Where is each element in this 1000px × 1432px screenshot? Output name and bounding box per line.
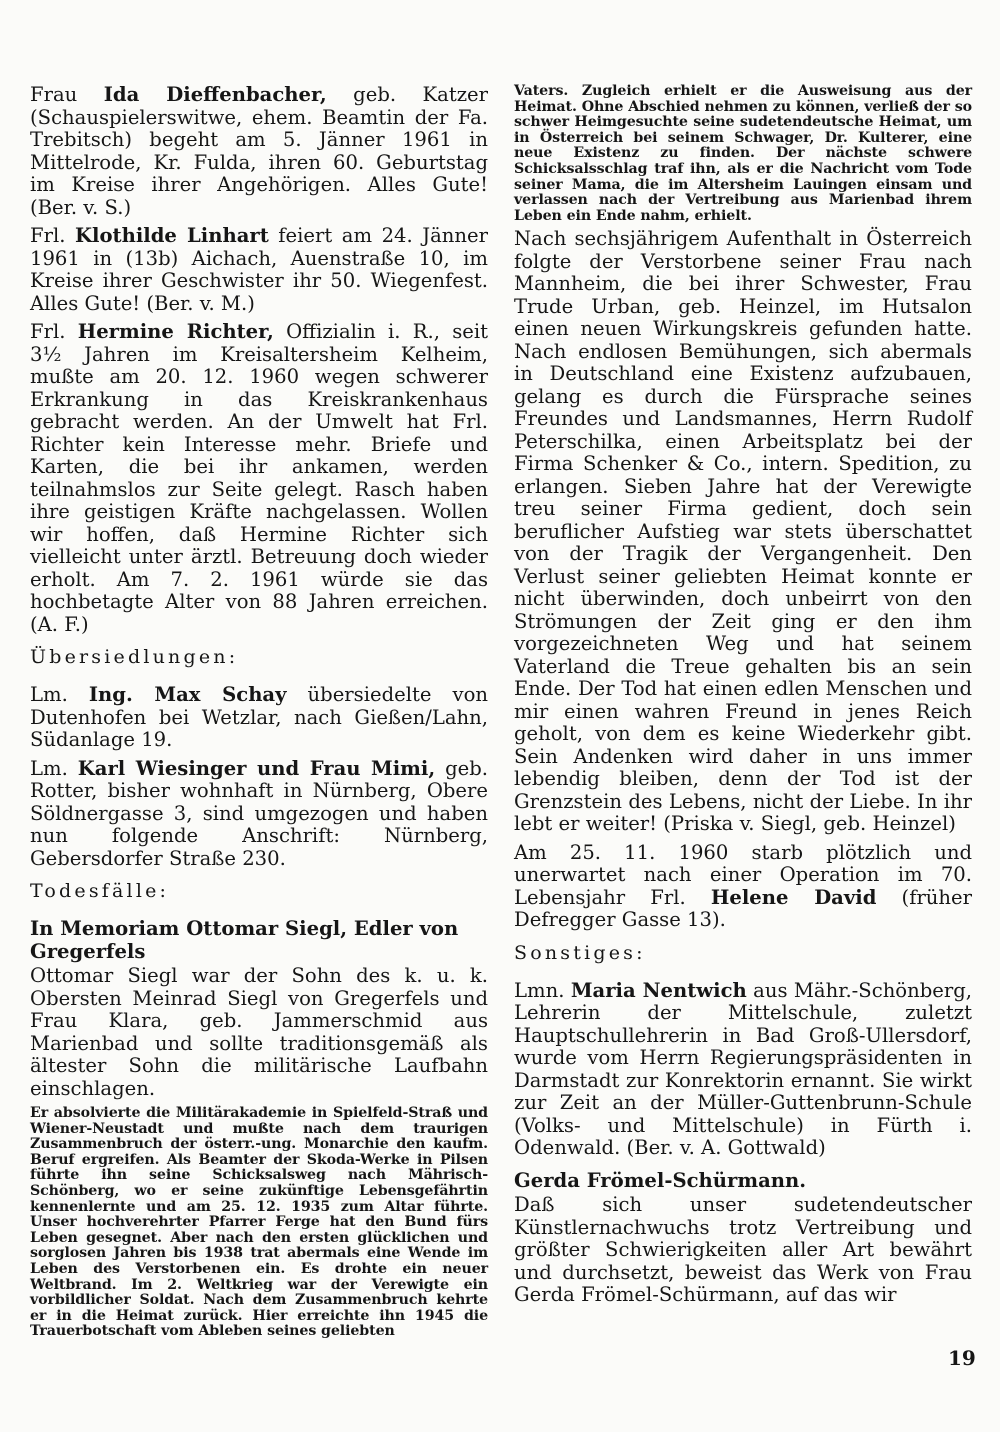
person-name: Ing. Max Schay <box>88 683 287 706</box>
birthday-notice-linhart: Frl. Klothilde Linhart feiert am 24. Jänner 1961 in (13b) Aichach, Auenstraße 10, im Kreise ihrer Geschwister ihr 50. Wiegenfest. Alles Gute! (Ber. v. M.) <box>30 224 488 315</box>
person-name: Karl Wiesinger und Frau Mimi, <box>77 756 436 780</box>
notice-richter: Frl. Hermine Richter, Offizialin i. R., seit 3½ Jahren im Kreisaltersheim Kelheim, mußte am 20. 12. 1960 wegen schwerer Erkrankung in das Kreiskrankenhaus gebracht werden. An der Umwelt hat Frl. Richter kein Interesse mehr. Briefe und Karten, die bei ihr ankamen, werden teilnahmslos zur Seite gelegt. Rasch haben ihre geistigen Kräfte nachgelassen. Wollen wir hoffen, daß Hermine Richter sich vielleicht unter ärztl. Betreuung doch wieder erholt. Am 7. 2. 1961 würde sie das hochbetagte Alter von 88 Jahren erreichen. (A. F.) <box>30 320 488 636</box>
section-heading-misc: Sonstiges: <box>514 941 646 964</box>
person-name: Ida Dieffenbacher, <box>103 83 327 106</box>
memoriam-body-continued: Vaters. Zugleich erhielt er die Ausweisung aus der Heimat. Ohne Abschied nehmen zu können, verließ der so schwer Heimgesuchte seine sudetendeutsche Heimat, um in Österreich bei seinem Schwager, Dr. Kulterer, eine neue Existenz zu finden. Der nächste schwere Schicksalsschlag traf ihn, als er die Nachricht vom Tode seiner Mama, die im Altersheim Lauingen einsam und verlassen nach der Vertreibung aus Marienbad ihrem Leben ein Ende nahm, erhielt. <box>514 83 972 224</box>
gerda-body: Daß sich unser sudetendeutscher Künstlernachwuchs trotz Vertreibung und größter Schwierigkeiten aller Art bewährt und durchsetzt, beweist das Werk von Frau Gerda Frömel-Schürmann, auf das wir <box>514 1193 972 1307</box>
move-notice-schay: Lm. Ing. Max Schay übersiedelte von Dutenhofen bei Wetzlar, nach Gießen/Lahn, Südanlage 19. <box>30 683 488 751</box>
notice-nentwich: Lmn. Maria Nentwich aus Mähr.-Schönberg, Lehrerin der Mittelschule, zuletzt Hauptschullehrerin in Bad Groß-Ullersdorf, wurde vom Herrn Regierungspräsidenten in Darmstadt zur Konrektorin ernannt. Sie wirkt zur Zeit an der Müller-Guttenbrunn-Schule (Volks- und Mittelschule) in Fürth i. Odenwald. (Ber. v. A. Gottwald) <box>514 978 972 1160</box>
memoriam-body: Er absolvierte die Militärakademie in Spielfeld-Straß und Wiener-Neustadt und mußte nach dem traurigen Zusammenbruch der österr.-ung. Monarchie den kaufm. Beruf ergreifen. Als Beamter der Skoda-Werke in Pilsen führte ihn seine Schicksalsweg nach Mährisch-Schönberg, wo er seine zukünftige Lebensgefährtin kennenlernte und am 25. 12. 1935 zum Altar führte. Unser hochverehrter Pfarrer Ferge hat den Bund fürs Leben gesegnet. Aber nach den ersten glücklichen und sorglosen Jahren bis 1938 trat abermals eine Wende im Leben des Verstorbenen ein. Es drohte ein neuer Weltbrand. Im 2. Weltkrieg war der Verewigte ein vorbildlicher Soldat. Nach dem Zusammenbruch kehrte er in die Heimat zurück. Hier erreichte ihn 1945 die Trauerbotschaft vom Ableben seines geliebten <box>30 1105 488 1340</box>
memoriam-title: In Memoriam Ottomar Siegl, Edler von Gregerfels <box>30 917 459 963</box>
right-column <box>514 84 972 1313</box>
section-heading-moves: Übersiedlungen: <box>30 646 239 668</box>
gerda-title: Gerda Frömel-Schürmann. <box>514 1168 807 1192</box>
person-name: Maria Nentwich <box>570 978 747 1002</box>
page-number: 19 <box>948 1346 976 1370</box>
person-name: Hermine Richter, <box>77 320 274 343</box>
death-notice-david: Am 25. 11. 1960 starb plötzlich und unerwartet nach einer Operation im 70. Lebensjahr Frl. Helene David (früher Defregger Gasse 13). <box>514 840 973 932</box>
birthday-notice-dieffenbacher: Frau Ida Dieffenbacher, geb. Katzer (Schauspielerswitwe, ehem. Beamtin der Fa. Trebitsch) begeht am 5. Jänner 1961 in Mittelrode, Kr. Fulda, ihren 60. Geburtstag im Kreise ihrer Angehörigen. Alles Gute! (Ber. v. S.) <box>30 83 488 219</box>
memoriam-main-text: Nach sechsjährigem Aufenthalt in Österreich folgte der Verstorbene seiner Frau nach Mannheim, die bei ihrer Schwester, Frau Trude Urban, geb. Heinzel, im Hutsalon einen neuen Wirkungskreis gefunden hatte. Nach endlosen Bemühungen, sich abermals in Deutschland eine Existenz aufzubauen, gelang es durch die Fürsprache seines Freundes und Landsmannes, Herrn Rudolf Peterschilka, einen Arbeitsplatz bei der Firma Schenker & Co., intern. Spedition, zu erlangen. Sieben Jahre hat der Verewigte treu seiner Firma gedient, doch sein beruflicher Aufstieg war stets überschattet von der Tragik der Vergangenheit. Den Verlust seiner geliebten Heimat konnte er nicht überwinden, doch unbeirrt von den Strömungen der Zeit ging er den ihm vorgezeichneten Weg und hat seinem Vaterland die Treue gehalten bis an sein Ende. Der Tod hat einen edlen Menschen und mir einen wahren Freund in jenes Reich geholt, von dem es keine Wiederkehr gibt. Sein Andenken wird daher in uns immer lebendig bleiben, denn der Tod ist der Grenzstein des Lebens, nicht der Liebe. In ihr lebt er weiter! (Priska v. Siegl, geb. Heinzel) <box>514 227 972 836</box>
memoriam-intro: Ottomar Siegl war der Sohn des k. u. k. Obersten Meinrad Siegl von Gregerfels und Frau Klara, geb. Jammerschmid aus Marienbad und sollte traditionsgemäß als ältester Sohn die militärische Laufbahn einschlagen. <box>30 964 488 1100</box>
person-name: Helene David <box>710 885 877 909</box>
person-name: Klothilde Linhart <box>74 224 269 247</box>
move-notice-wiesinger: Lm. Karl Wiesinger und Frau Mimi, geb. Rotter, bisher wohnhaft in Nürnberg, Obere Söldnergasse 3, sind umgezogen und haben nun folgende Anschrift: Nürnberg, Gebersdorfer Straße 230. <box>30 756 488 870</box>
left-column <box>30 84 488 1344</box>
section-heading-deaths: Todesfälle: <box>30 880 170 902</box>
